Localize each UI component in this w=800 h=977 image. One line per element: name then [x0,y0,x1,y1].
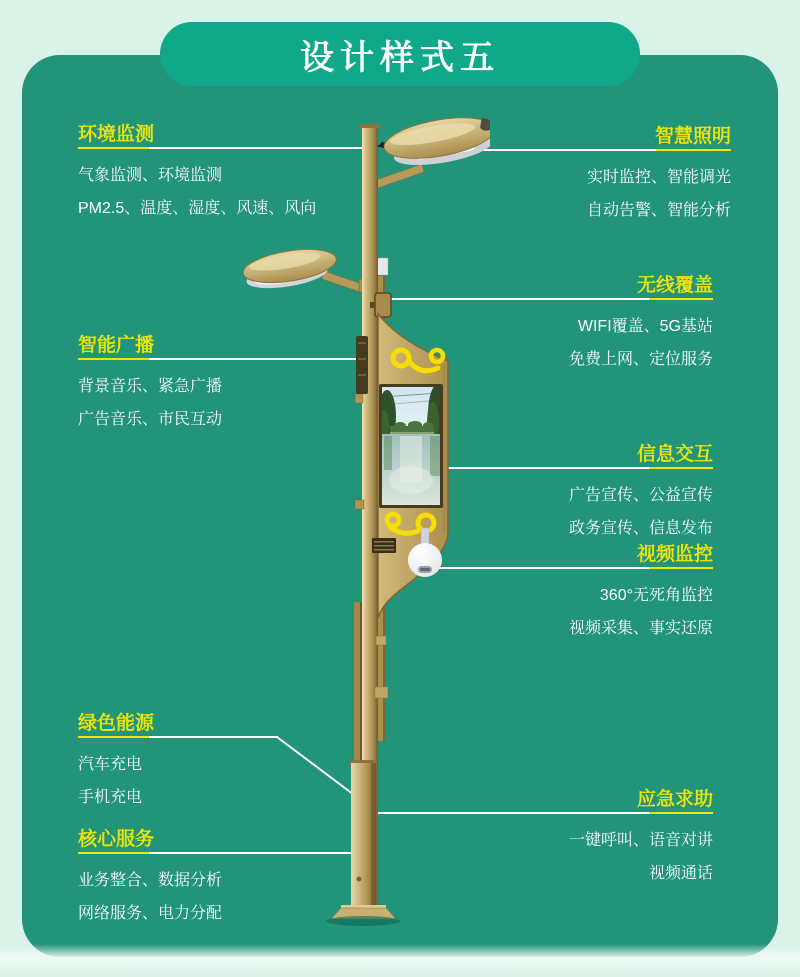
feature-title: 信息交互 [636,444,713,465]
feature-title: 应急求助 [636,789,713,810]
feature-smart-broadcast [78,335,378,436]
feature-title: 智能广播 [78,335,155,356]
speaker-grille [372,538,396,553]
feature-green-energy [78,713,378,814]
feature-video-surveillance [413,544,713,645]
feature-line: 网络服务、电力分配 [78,905,223,922]
feature-line: 汽车充电 [78,756,143,773]
feature-line: 手机充电 [78,789,143,806]
feature-line: 自动告警、智能分析 [586,202,731,219]
feature-title: 环境监测 [78,124,155,145]
page-title: 设计样式五 [300,38,500,77]
feature-line: 政务宣传、信息发布 [568,520,713,537]
feature-title: 视频监控 [636,544,713,565]
feature-line: WIFI覆盖、5G基站 [577,318,713,335]
feature-line: 360°无死角监控 [599,587,713,604]
feature-line: 免费上网、定位服务 [568,351,713,368]
secondary-lamp-head [241,244,339,293]
feature-smart-lighting [431,126,731,227]
feature-line: 气象监测、环境监测 [78,167,223,184]
feature-line: 视频通话 [648,865,713,882]
feature-line: PM2.5、温度、湿度、风速、风向 [78,200,317,217]
feature-core-services [78,829,378,930]
feature-emergency-help [413,789,713,890]
feature-wireless-coverage [413,275,713,376]
feature-title: 核心服务 [78,829,155,850]
feature-line: 视频采集、事实还原 [568,620,713,637]
feature-line: 广告音乐、市民互动 [78,411,223,428]
feature-line: 业务整合、数据分析 [78,872,223,889]
bottom-fade [0,944,800,977]
pole-junction-box [377,258,388,275]
feature-env-monitoring [78,124,378,225]
feature-title: 智慧照明 [654,126,731,147]
feature-title: 绿色能源 [78,713,155,734]
feature-info-interaction [413,444,713,545]
top-lamp-arm [370,164,424,190]
title-banner [160,22,640,86]
feature-line: 背景音乐、紧急广播 [78,378,223,395]
feature-line: 一键呼叫、语音对讲 [568,832,713,849]
feature-line: 广告宣传、公益宣传 [568,487,713,504]
feature-title: 无线覆盖 [636,275,713,296]
feature-line: 实时监控、智能调光 [586,169,731,186]
